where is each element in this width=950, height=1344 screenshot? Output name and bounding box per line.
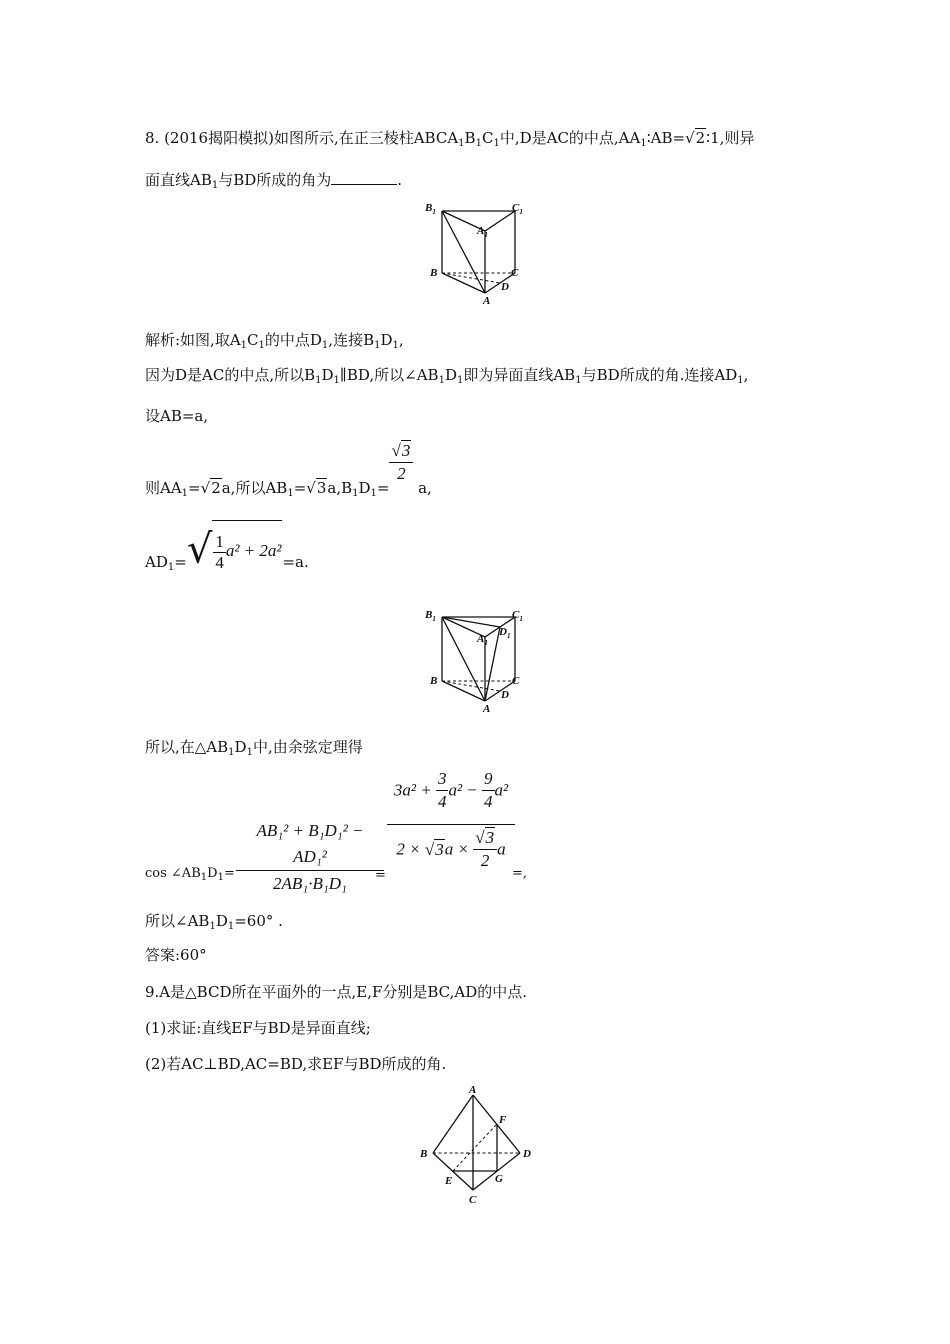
q9-line2 bbox=[145, 1018, 371, 1038]
segment-bd bbox=[442, 273, 500, 283]
label-a: A bbox=[483, 295, 491, 307]
subscript: 1 bbox=[228, 747, 235, 758]
cosine-fraction-1 bbox=[236, 818, 384, 897]
cosine-label bbox=[145, 864, 235, 885]
q8-text: . bbox=[397, 171, 403, 189]
solution-text: 的中点D bbox=[264, 331, 322, 349]
radicand: 3 bbox=[316, 479, 327, 497]
label-d: D bbox=[523, 1148, 531, 1160]
equals-sign bbox=[375, 866, 386, 886]
label-c1: $C_1$ bbox=[512, 609, 523, 623]
expression: 2 × bbox=[396, 839, 425, 859]
q8-text: C bbox=[481, 129, 494, 147]
solution-text: = bbox=[375, 868, 386, 883]
label-e: E bbox=[445, 1175, 453, 1187]
solution-text: D bbox=[215, 912, 228, 930]
label-c1: $C_1$ bbox=[512, 202, 523, 216]
edge-ba bbox=[442, 273, 485, 293]
solution-text: = bbox=[174, 553, 187, 572]
subscript: 1 bbox=[200, 872, 208, 883]
expression: a² − bbox=[448, 780, 483, 800]
fraction-denominator: 2 bbox=[480, 851, 490, 870]
expression: a × bbox=[444, 839, 474, 859]
sqrt-expression: √3 bbox=[306, 479, 327, 497]
radicand: 3 bbox=[435, 839, 444, 859]
q9-line3 bbox=[145, 1054, 446, 1074]
solution-text: =, bbox=[512, 866, 528, 881]
solution-text: D bbox=[380, 331, 393, 349]
q8-text: ∶1,则异 bbox=[706, 129, 755, 147]
q9-text: 9.A是△BCD所在平面外的一点,E,F分别是BC,AD的中点. bbox=[145, 983, 528, 1001]
solution-text: , bbox=[398, 331, 404, 349]
solution-text: = bbox=[293, 479, 307, 497]
solution-text: 因为D是AC的中点,所以B bbox=[145, 366, 316, 384]
solution-text: ∥BD,所以∠AB bbox=[339, 366, 439, 384]
radicand: 2 bbox=[211, 479, 221, 497]
q8-text: 与BD所成的角为 bbox=[218, 171, 332, 189]
fraction-numerator: √3 bbox=[389, 440, 413, 463]
expression: a² + 2a² bbox=[225, 541, 282, 560]
q8-text: 中,D是AC的中点,AA bbox=[499, 129, 641, 147]
fraction-numerator: AB₁² + B₁D₁² − AD₁² bbox=[236, 818, 384, 871]
expression: a bbox=[497, 839, 506, 859]
subscript: 1 bbox=[240, 340, 248, 351]
subscript: 1 bbox=[209, 921, 216, 932]
subscript: 1 bbox=[217, 872, 224, 883]
subscript: 1 bbox=[211, 180, 219, 191]
subscript: 1 bbox=[438, 375, 445, 386]
subscript: 1 bbox=[287, 488, 294, 499]
expression: 3a² + bbox=[393, 780, 436, 800]
solution-text: , bbox=[743, 366, 749, 384]
solution-text: =a. bbox=[282, 553, 309, 572]
radicand: 3 bbox=[401, 441, 411, 460]
label-c: C bbox=[469, 1194, 477, 1206]
solution-text: D bbox=[444, 366, 457, 384]
solution-text: =60° . bbox=[234, 912, 283, 930]
subscript: 1 bbox=[321, 340, 329, 351]
fraction-numerator: 3 bbox=[436, 768, 449, 791]
q8-text: B bbox=[464, 129, 476, 147]
q8-line2 bbox=[145, 170, 402, 193]
solution-text: = bbox=[376, 479, 390, 497]
fraction-numerator: 1 bbox=[215, 531, 224, 551]
subscript: 1 bbox=[640, 138, 647, 149]
q8-text: ∶AB= bbox=[646, 129, 686, 147]
solution-text: 答案:60° bbox=[145, 946, 207, 964]
q8-text: 8. (2016揭阳模拟)如图所示,在正三棱柱ABCA bbox=[145, 129, 459, 147]
subscript: 1 bbox=[352, 488, 359, 499]
label-d1: $D_1$ bbox=[499, 626, 511, 640]
label-c: C bbox=[511, 267, 519, 279]
fraction-numerator bbox=[387, 768, 515, 825]
radicand bbox=[212, 520, 282, 579]
solution-line6 bbox=[145, 737, 363, 760]
subscript: 1 bbox=[392, 340, 399, 351]
fraction-denominator bbox=[387, 825, 515, 872]
label-b: B bbox=[430, 675, 438, 687]
subscript: 1 bbox=[258, 340, 265, 351]
label-c: C bbox=[512, 675, 520, 687]
subscript: 1 bbox=[493, 138, 500, 149]
cosine-fraction-2 bbox=[387, 768, 515, 872]
equals-sign bbox=[512, 864, 527, 884]
subscript: 1 bbox=[475, 138, 482, 149]
solution-text: 中,由余弦定理得 bbox=[252, 738, 363, 756]
subscript: 1 bbox=[315, 375, 322, 386]
edge-ab bbox=[433, 1095, 473, 1153]
label-d: D bbox=[501, 689, 509, 701]
segment-b1d1 bbox=[442, 617, 500, 627]
fraction-denominator: 4 bbox=[437, 792, 447, 811]
segment-ab1 bbox=[442, 211, 485, 293]
label-b1: $B_1$ bbox=[425, 202, 436, 216]
solution-text: D bbox=[358, 479, 371, 497]
edge-ba bbox=[442, 681, 485, 701]
subscript: 1 bbox=[246, 747, 253, 758]
subscript: 1 bbox=[458, 138, 465, 149]
subscript: 1 bbox=[575, 375, 582, 386]
fraction-sqrt3-over-2 bbox=[389, 440, 413, 485]
prism-figure-2 bbox=[415, 606, 530, 716]
fraction-one-quarter bbox=[213, 532, 226, 573]
radicand: 3 bbox=[485, 828, 495, 847]
tetrahedron-figure bbox=[415, 1085, 540, 1210]
solution-line2 bbox=[145, 365, 748, 388]
prism-figure-1 bbox=[415, 198, 525, 308]
segment-ab1 bbox=[442, 617, 485, 701]
fraction-denominator: 4 bbox=[215, 552, 224, 572]
sqrt-expression: √2 bbox=[685, 129, 706, 147]
solution-line1 bbox=[145, 330, 404, 353]
label-d: D bbox=[501, 281, 509, 293]
radicand: 2 bbox=[695, 129, 706, 147]
sqrt-expression: √2 bbox=[200, 479, 221, 497]
solution-line4 bbox=[145, 440, 432, 521]
solution-text: 所以,在△AB bbox=[145, 738, 229, 756]
fraction-denominator: 2 bbox=[397, 464, 406, 483]
subscript: 1 bbox=[737, 375, 744, 386]
fraction-denominator: 2AB₁·B₁D₁ bbox=[273, 874, 347, 893]
expression: a² bbox=[494, 780, 509, 800]
subscript: 1 bbox=[181, 488, 189, 499]
label-b1: $B_1$ bbox=[425, 609, 436, 623]
solution-line3 bbox=[145, 406, 208, 426]
solution-line8 bbox=[145, 911, 283, 934]
solution-text: 所以∠AB bbox=[145, 912, 210, 930]
fraction-nine-quarters bbox=[482, 768, 495, 813]
solution-text: a,所以AB bbox=[221, 479, 288, 497]
ad1-label bbox=[145, 553, 187, 574]
solution-text: a,B bbox=[327, 479, 353, 497]
solution-text: ,连接B bbox=[328, 331, 375, 349]
subscript: 1 bbox=[333, 375, 340, 386]
solution-text: 则AA bbox=[145, 479, 182, 497]
fraction-three-quarters bbox=[436, 768, 449, 813]
label-a: A bbox=[483, 703, 491, 715]
sqrt-expression: √3 bbox=[424, 839, 444, 859]
solution-text: D bbox=[321, 366, 334, 384]
solution-line5 bbox=[145, 520, 309, 579]
edge-ac bbox=[485, 681, 515, 701]
subscript: 1 bbox=[370, 488, 377, 499]
fraction-denominator: 4 bbox=[484, 792, 493, 811]
label-a: A bbox=[469, 1085, 477, 1096]
subscript: 1 bbox=[227, 921, 235, 932]
q9-text: (1)求证:直线EF与BD是异面直线; bbox=[145, 1019, 371, 1037]
solution-text: D bbox=[207, 866, 218, 881]
segment-bd bbox=[442, 681, 500, 691]
solution-text: 即为异面直线AB bbox=[463, 366, 576, 384]
q9-text: (2)若AC⊥BD,AC=BD,求EF与BD所成的角. bbox=[145, 1055, 447, 1073]
q8-text: 面直线AB bbox=[145, 171, 212, 189]
answer-blank bbox=[331, 170, 397, 185]
subscript: 1 bbox=[456, 375, 464, 386]
fraction-numerator: √3 bbox=[473, 827, 497, 850]
label-g: G bbox=[495, 1173, 503, 1185]
q8-line1 bbox=[145, 128, 754, 151]
fraction-numerator: 9 bbox=[482, 768, 495, 791]
subscript: 1 bbox=[167, 562, 175, 574]
solution-text: = bbox=[223, 866, 235, 881]
q9-line1 bbox=[145, 982, 527, 1002]
answer-line bbox=[145, 945, 207, 965]
solution-text: 解析:如图,取A bbox=[145, 331, 241, 349]
label-b: B bbox=[420, 1148, 428, 1160]
sqrt-ad1-expression: √ $\frac{1}{4}$ a² + 2a² bbox=[187, 520, 283, 579]
solution-text: 设AB=a, bbox=[145, 407, 209, 425]
label-a1: $A_1$ bbox=[477, 225, 488, 239]
solution-text: AD bbox=[145, 553, 168, 572]
solution-text: 与BD所成的角.连接AD bbox=[581, 366, 738, 384]
solution-text: C bbox=[247, 331, 259, 349]
segment-ef bbox=[453, 1124, 497, 1171]
label-f: F bbox=[499, 1114, 507, 1126]
fraction-sqrt3-over-2 bbox=[473, 827, 497, 872]
label-b: B bbox=[430, 267, 438, 279]
solution-text: cos ∠AB bbox=[145, 866, 201, 881]
subscript: 1 bbox=[374, 340, 381, 351]
solution-text: = bbox=[188, 479, 201, 497]
solution-text: D bbox=[234, 738, 247, 756]
solution-text: a, bbox=[418, 479, 432, 497]
label-a1: $A_1$ bbox=[477, 633, 488, 647]
